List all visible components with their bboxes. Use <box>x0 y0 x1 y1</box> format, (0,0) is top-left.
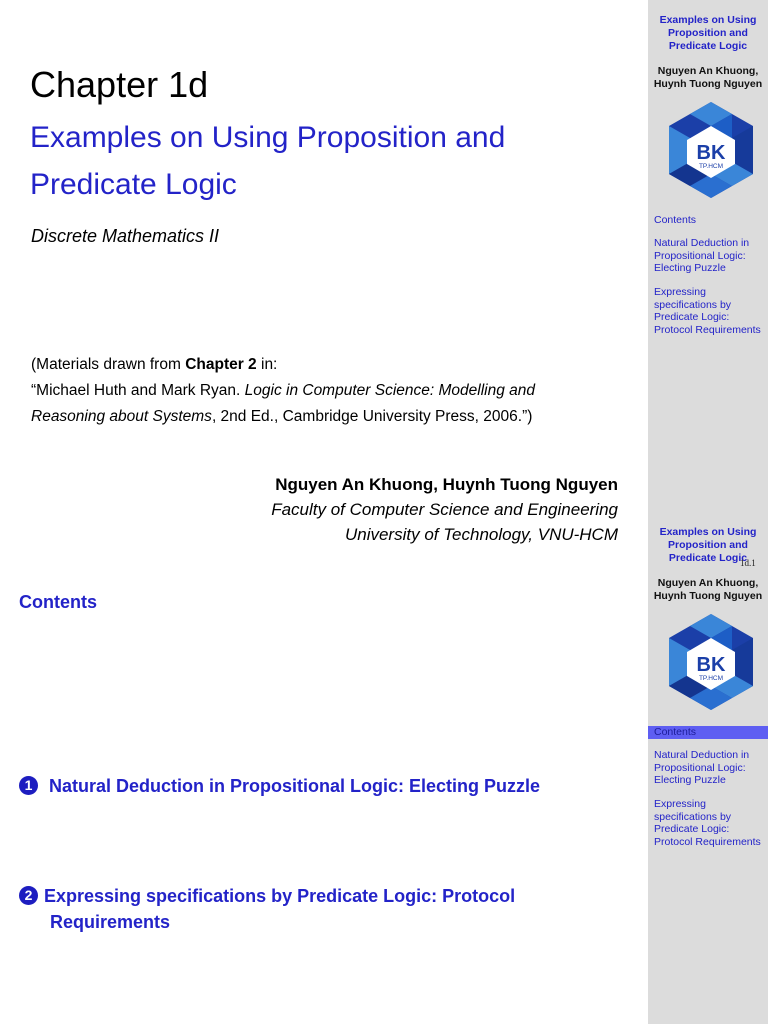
bk-logo-icon <box>661 100 761 200</box>
chapter-label: Chapter 1d <box>30 64 209 105</box>
nav-contents[interactable]: Contents <box>654 214 697 226</box>
contents-heading: Contents <box>19 592 97 612</box>
logo-subtext: TP.HCM <box>698 163 724 170</box>
nav-section-1[interactable]: Natural Deduction in Propositional Logic: Electing Puzzle <box>654 749 750 786</box>
nav-section-2[interactable]: Expressing specifications by Predicate Logic: Protocol Requirements <box>654 286 761 336</box>
sidebar <box>648 0 768 512</box>
toc-item-1[interactable]: 1 Natural Deduction in Propositional Logic: Electing Puzzle <box>19 776 540 797</box>
sidebar-authors: Nguyen An Khuong, Huynh Tuong Nguyen <box>653 577 763 602</box>
logo-text: BK <box>696 142 726 164</box>
logo-subtext: TP.HCM <box>698 675 724 682</box>
page-number: 1d.1 <box>740 558 756 568</box>
nav-contents[interactable]: Contents <box>648 726 768 739</box>
authors: Nguyen An Khuong, Huynh Tuong Nguyen <box>275 475 618 494</box>
subtitle: Discrete Mathematics II <box>31 226 220 246</box>
slide-contents <box>0 512 768 1024</box>
presentation-title: Examples on Using Proposition and Predicate Logic <box>30 121 506 201</box>
bk-logo-icon <box>661 612 761 712</box>
logo-text: BK <box>696 654 726 676</box>
materials-note: (Materials drawn from Chapter 2 in: “Michael Huth and Mark Ryan. Logic in Computer Science: Modelling and Reasoning about Systems, 2nd Ed., Cambridge University Press, 2006.”) <box>31 356 536 425</box>
sidebar-title[interactable]: Examples on Using Proposition and Predicate Logic <box>659 14 757 52</box>
sidebar-title[interactable]: Examples on Using Proposition and Predicate Logic <box>659 526 757 564</box>
university: University of Technology, VNU-HCM <box>344 525 618 544</box>
sidebar-authors: Nguyen An Khuong, Huynh Tuong Nguyen <box>653 65 763 90</box>
faculty: Faculty of Computer Science and Engineering <box>271 500 618 519</box>
nav-section-1[interactable]: Natural Deduction in Propositional Logic: Electing Puzzle <box>654 237 750 274</box>
sidebar <box>648 512 768 1024</box>
number-2-icon: 2 <box>19 886 38 905</box>
number-1-icon: 1 <box>19 776 38 795</box>
nav-section-2[interactable]: Expressing specifications by Predicate Logic: Protocol Requirements <box>654 798 761 848</box>
toc-item-2[interactable]: 2 Expressing specifications by Predicate Logic: Protocol Requirements <box>19 883 515 935</box>
